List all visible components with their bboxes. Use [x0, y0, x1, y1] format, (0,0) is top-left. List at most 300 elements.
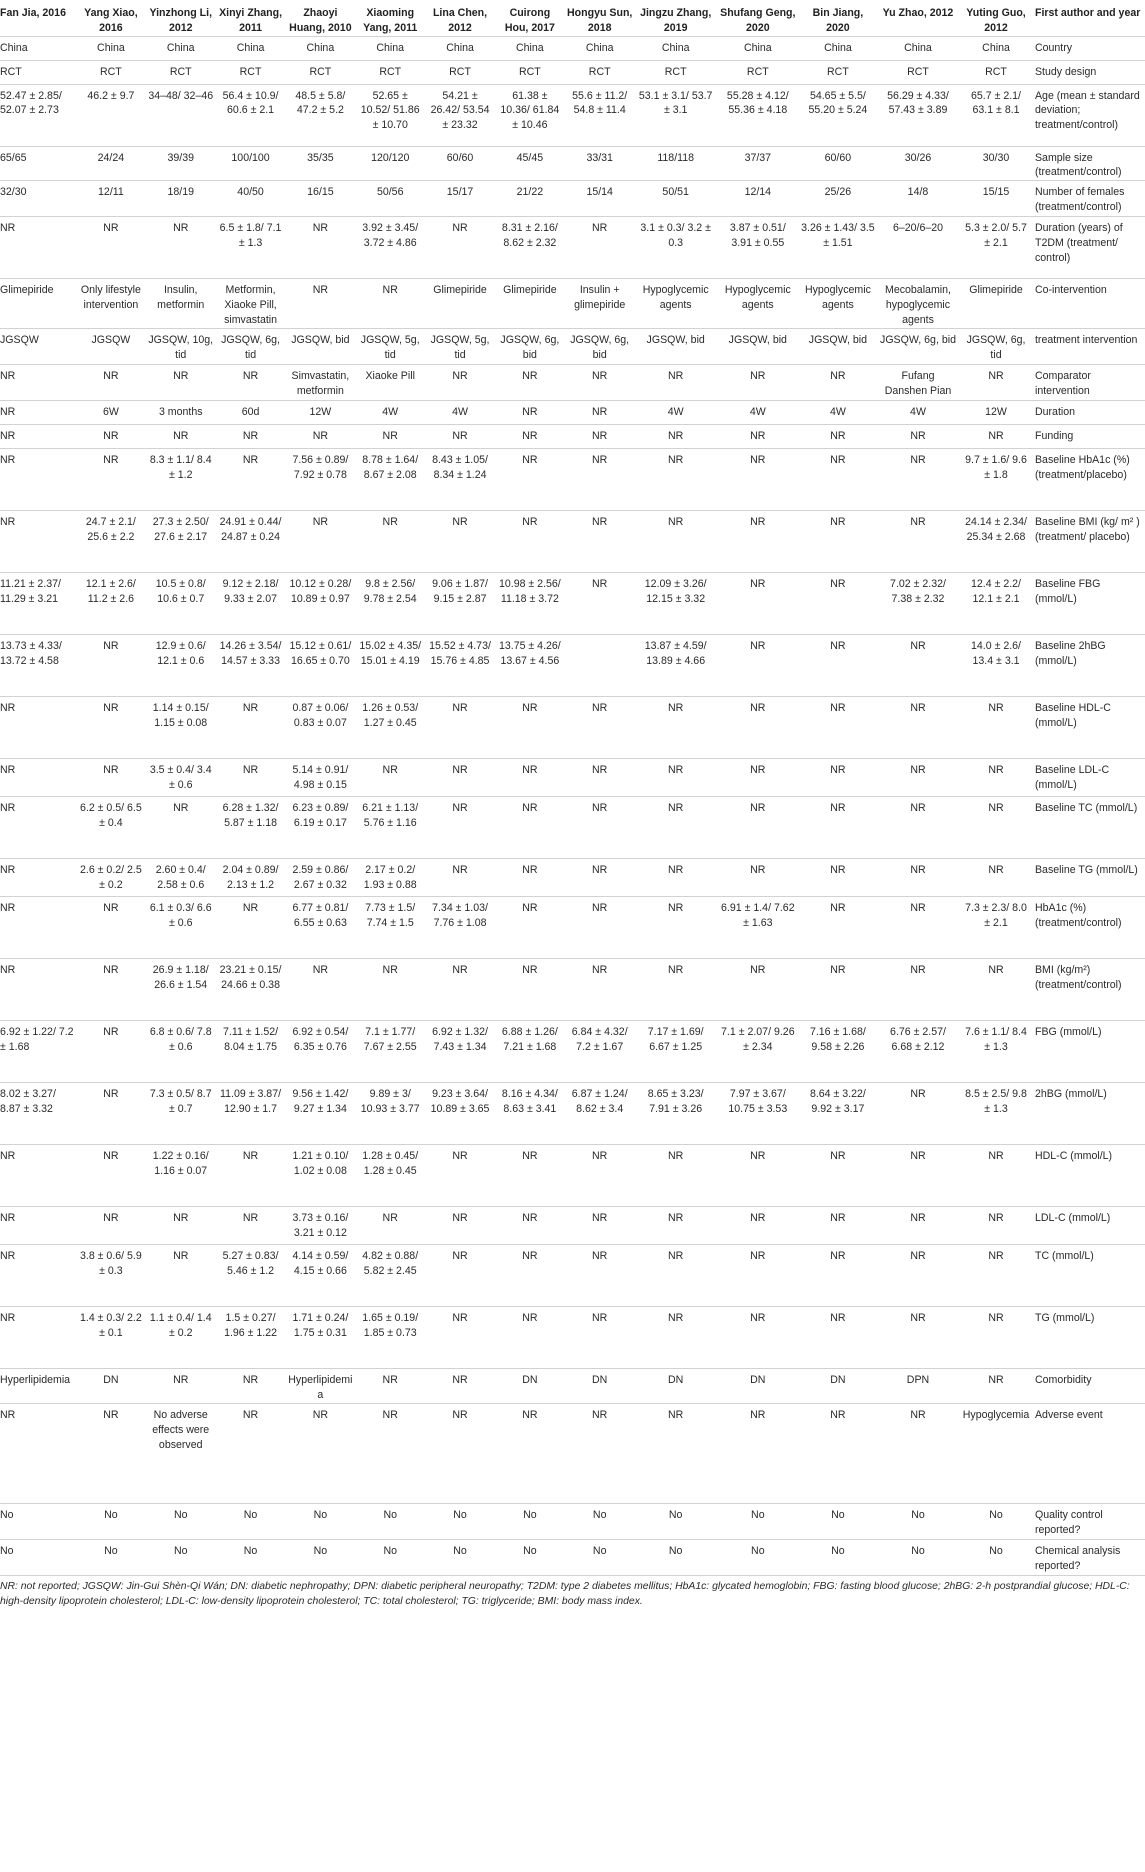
table-cell: NR [910, 702, 926, 715]
row-label: Study design [1034, 65, 1097, 78]
table-cell: Glimepiride [503, 284, 557, 297]
table-cell: No [592, 1544, 607, 1557]
table-cell: NR [0, 1250, 16, 1263]
table-cell: China [516, 41, 544, 54]
table-cell: No [104, 1544, 118, 1557]
table-cell: 3.5 ± 0.4/ 3.4 ± 0.6 [149, 764, 212, 792]
row-label: Number of females (treatment/control) [1034, 186, 1125, 214]
column-header-study: Yuting Guo, 2012 [966, 7, 1026, 34]
table-cell: 7.3 ± 0.5/ 8.7 ± 0.7 [149, 1088, 212, 1116]
table-cell: DN [668, 1374, 684, 1387]
table-cell: Glimepiride [433, 284, 487, 297]
table-cell: NR [452, 1374, 468, 1387]
table-cell: JGSQW, 6g, bid [570, 334, 630, 362]
table-cell: 7.73 ± 1.5/ 7.74 ± 1.5 [365, 902, 416, 930]
table-cell: NR [750, 864, 766, 877]
table-cell: NR [173, 370, 189, 383]
table-cell: NR [522, 902, 538, 915]
table-cell: NR [750, 1250, 766, 1263]
table-cell: NR [0, 864, 16, 877]
table-cell: NR [750, 802, 766, 815]
table-cell: NR [988, 1312, 1004, 1325]
table-cell: 9.7 ± 1.6/ 9.6 ± 1.8 [965, 454, 1027, 482]
table-cell: NR [382, 284, 398, 297]
table-cell: China [166, 41, 195, 54]
table-cell: 2.59 ± 0.86/ 2.67 ± 0.32 [292, 864, 349, 892]
table-cell: NR [242, 370, 259, 383]
column-header-study: Xinyi Zhang, 2011 [219, 7, 283, 34]
table-cell: NR [312, 1408, 329, 1421]
table-cell: NR [592, 902, 608, 915]
table-cell: 12.4 ± 2.2/ 12.1 ± 2.1 [971, 578, 1022, 606]
table-cell: JGSQW, bid [728, 334, 787, 347]
table-cell: No [751, 1544, 765, 1557]
table-cell: JGSQW, bid [291, 334, 350, 347]
table-cell: NR [452, 516, 468, 529]
table-cell: RCT [518, 65, 541, 78]
table-cell: Hypoglycemia [962, 1408, 1030, 1421]
table-cell: 60/60 [446, 151, 474, 164]
table-cell: 1.14 ± 0.15/ 1.15 ± 0.08 [152, 702, 209, 730]
table-cell: NR [668, 370, 684, 383]
table-cell: 56.4 ± 10.9/ 60.6 ± 2.1 [222, 89, 279, 117]
table-row [0, 181, 1145, 217]
table-row [0, 217, 1145, 279]
table-cell: NR [452, 1312, 468, 1325]
table-cell: RCT [309, 65, 332, 78]
table-cell: NR [668, 430, 684, 443]
table-cell: NR [668, 964, 684, 977]
table-cell: 24.7 ± 2.1/ 25.6 ± 2.2 [85, 516, 136, 544]
row-label: Baseline TC (mmol/L) [1034, 802, 1138, 815]
table-cell: NR [592, 1212, 608, 1225]
table-cell: 5.14 ± 0.91/ 4.98 ± 0.15 [292, 764, 349, 792]
table-cell: NR [452, 430, 468, 443]
table-cell: No [243, 1544, 258, 1557]
table-cell: 13.73 ± 4.33/ 13.72 ± 4.58 [0, 640, 62, 668]
table-cell: NR [910, 802, 926, 815]
table-cell: 8.16 ± 4.34/ 8.63 ± 3.41 [501, 1088, 558, 1116]
table-cell: No [911, 1508, 925, 1521]
table-cell: NR [910, 1150, 926, 1163]
table-cell: 4.14 ± 0.59/ 4.15 ± 0.66 [292, 1250, 349, 1278]
table-cell: 12.9 ± 0.6/ 12.1 ± 0.6 [155, 640, 206, 668]
table-cell: NR [988, 1374, 1004, 1387]
table-row [0, 1369, 1145, 1404]
table-cell: 4W [452, 406, 468, 419]
table-cell: NR [750, 454, 766, 467]
table-cell: 2.60 ± 0.4/ 2.58 ± 0.6 [155, 864, 206, 892]
column-header-study: Cuirong Hou, 2017 [504, 7, 555, 34]
table-cell: NR [103, 702, 119, 715]
row-label: Chemical analysis reported? [1034, 1544, 1121, 1572]
table-cell: RCT [827, 65, 849, 78]
table-cell: JGSQW, bid [808, 334, 868, 347]
table-cell: NR [312, 430, 329, 443]
table-cell: 6.92 ± 0.54/ 6.35 ± 0.76 [292, 1026, 349, 1054]
column-header-study: Yinzhong Li, 2012 [149, 7, 213, 34]
table-cell: NR [830, 454, 846, 467]
table-cell: 40/50 [237, 186, 264, 199]
row-label: Adverse event [1034, 1408, 1103, 1421]
table-cell: 1.65 ± 0.19/ 1.85 ± 0.73 [362, 1312, 419, 1340]
table-cell: NR [592, 406, 608, 419]
table-cell: NR [452, 702, 468, 715]
table-cell: 54.21 ± 26.42/ 53.54 ± 23.32 [430, 89, 490, 132]
table-cell: NR [382, 430, 398, 443]
table-cell: NR [592, 864, 608, 877]
table-cell: 3.26 ± 1.43/ 3.5 ± 1.51 [801, 222, 875, 250]
table-cell: 7.17 ± 1.69/ 6.67 ± 1.25 [647, 1026, 704, 1054]
table-cell: 1.28 ± 0.45/ 1.28 ± 0.45 [362, 1150, 419, 1178]
table-row [0, 697, 1145, 759]
table-row [0, 449, 1145, 511]
header-row [0, 0, 1145, 36]
row-label: HDL-C (mmol/L) [1034, 1150, 1113, 1163]
table-cell: NR [830, 964, 846, 977]
column-header-study: Shufang Geng, 2020 [720, 7, 796, 34]
table-cell: NR [830, 430, 846, 443]
table-cell: 8.78 ± 1.64/ 8.67 ± 2.08 [362, 454, 419, 482]
table-cell: 46.2 ± 9.7 [87, 89, 135, 102]
table-cell: 4W [382, 406, 399, 419]
table-cell: 33/31 [586, 151, 613, 164]
table-cell: 15.12 ± 0.61/ 16.65 ± 0.70 [289, 640, 352, 668]
table-cell: 53.1 ± 3.1/ 53.7 ± 3.1 [638, 89, 713, 117]
table-cell: NR [910, 516, 926, 529]
table-cell: 4.82 ± 0.88/ 5.82 ± 2.45 [362, 1250, 419, 1278]
table-cell: NR [592, 1408, 608, 1421]
row-label: FBG (mmol/L) [1034, 1026, 1102, 1039]
table-cell: NR [103, 764, 119, 777]
column-header-study: Yang Xiao, 2016 [84, 7, 138, 34]
table-cell: NR [592, 578, 608, 591]
table-cell: NR [0, 702, 16, 715]
table-cell: NR [0, 406, 16, 419]
table-cell: 6.77 ± 0.81/ 6.55 ± 0.63 [292, 902, 349, 930]
table-cell: NR [910, 902, 926, 915]
table-cell: No [831, 1544, 845, 1557]
table-cell: NR [750, 1408, 766, 1421]
table-cell: NR [103, 1026, 119, 1039]
table-cell: 12/11 [98, 186, 124, 199]
table-cell: 6.84 ± 4.32/ 7.2 ± 1.67 [571, 1026, 628, 1054]
table-cell: 23.21 ± 0.15/ 24.66 ± 0.38 [219, 964, 282, 992]
column-header-study: Hongyu Sun, 2018 [567, 7, 633, 34]
table-cell: 25/26 [824, 186, 852, 199]
table-cell: Hyperlipidemia [288, 1374, 353, 1402]
table-cell: NR [830, 702, 846, 715]
table-cell: 27.3 ± 2.50/ 27.6 ± 2.17 [152, 516, 209, 544]
table-cell: NR [592, 702, 608, 715]
row-label: Duration (years) of T2DM (treatment/ control) [1034, 222, 1123, 264]
table-cell: China [376, 41, 405, 54]
table-cell: 7.02 ± 2.32/ 7.38 ± 2.32 [890, 578, 946, 606]
table-cell: NR [668, 516, 684, 529]
table-cell: NR [830, 516, 846, 529]
table-cell: NR [242, 1408, 259, 1421]
table-cell: NR [0, 1150, 16, 1163]
table-cell: NR [103, 640, 119, 653]
table-cell: DPN [906, 1374, 930, 1387]
table-cell: NR [910, 454, 926, 467]
table-cell: 6.76 ± 2.57/ 6.68 ± 2.12 [890, 1026, 946, 1054]
table-cell: 7.97 ± 3.67/ 10.75 ± 3.53 [728, 1088, 788, 1116]
table-header [0, 0, 1145, 36]
table-cell: 15.02 ± 4.35/ 15.01 ± 4.19 [359, 640, 422, 668]
table-cell: NR [750, 370, 766, 383]
table-cell: 61.38 ± 10.36/ 61.84 ± 10.46 [500, 89, 560, 132]
table-cell: 6.2 ± 0.5/ 6.5 ± 0.4 [80, 802, 142, 830]
table-cell: Glimepiride [0, 284, 54, 297]
table-row [0, 1307, 1145, 1369]
table-cell: 24/24 [97, 151, 125, 164]
table-cell: 1.22 ± 0.16/ 1.16 ± 0.07 [152, 1150, 209, 1178]
table-cell: 8.43 ± 1.05/ 8.34 ± 1.24 [432, 454, 488, 482]
table-cell: 65/65 [0, 151, 27, 164]
table-cell: NR [452, 1150, 468, 1163]
table-cell: RCT [664, 65, 687, 78]
table-row [0, 859, 1145, 897]
table-cell: 60/60 [824, 151, 852, 164]
table-cell: 118/118 [657, 151, 695, 164]
table-cell: No [104, 1508, 118, 1521]
table-cell: Glimepiride [969, 284, 1023, 297]
table-cell: NR [452, 222, 468, 235]
table-cell: NR [173, 430, 189, 443]
table-row [0, 1207, 1145, 1245]
row-label: Funding [1034, 430, 1074, 443]
table-cell: No [173, 1544, 188, 1557]
table-cell: China [97, 41, 125, 54]
table-cell: NR [910, 640, 926, 653]
table-cell: NR [0, 1408, 16, 1421]
table-cell: NR [522, 1408, 538, 1421]
table-cell: NR [522, 1312, 538, 1325]
table-cell: 14.0 ± 2.6/ 13.4 ± 3.1 [971, 640, 1022, 668]
row-label: Age (mean ± standard deviation; treatment/control) [1034, 89, 1140, 132]
table-cell: 6.88 ± 1.26/ 7.21 ± 1.68 [501, 1026, 558, 1054]
table-cell: NR [668, 764, 684, 777]
row-label: Baseline HbA1c (%) (treatment/placebo) [1034, 454, 1130, 482]
table-cell: NR [382, 1212, 398, 1225]
table-cell: 1.5 ± 0.27/ 1.96 ± 1.22 [224, 1312, 278, 1340]
table-cell: No [592, 1508, 607, 1521]
table-cell: 1.21 ± 0.10/ 1.02 ± 0.08 [292, 1150, 349, 1178]
table-row [0, 1403, 1145, 1503]
table-cell: 7.11 ± 1.52/ 8.04 ± 1.75 [223, 1026, 279, 1054]
table-cell: 35/35 [307, 151, 334, 164]
table-cell: RCT [746, 65, 769, 78]
table-cell: JGSQW, bid [646, 334, 705, 347]
table-cell: NR [592, 430, 608, 443]
table-cell: NR [988, 1250, 1004, 1263]
table-cell: NR [103, 222, 119, 235]
table-cell: China [446, 41, 474, 54]
table-cell: 45/45 [516, 151, 544, 164]
table-cell: No [911, 1544, 925, 1557]
table-cell: DN [522, 1374, 538, 1387]
table-cell: NR [452, 802, 468, 815]
table-cell: NR [910, 864, 926, 877]
table-row [0, 511, 1145, 573]
table-cell: 14.26 ± 3.54/ 14.57 ± 3.33 [219, 640, 282, 668]
table-cell: NR [0, 902, 16, 915]
table-cell: RCT [985, 65, 1007, 78]
row-label: Country [1034, 41, 1073, 54]
table-cell: JGSQW, 6g, bid [880, 334, 956, 347]
table-cell: RCT [907, 65, 929, 78]
table-cell: NR [668, 1150, 684, 1163]
row-label: Baseline TG (mmol/L) [1034, 864, 1138, 877]
table-cell: NR [242, 1374, 259, 1387]
table-cell: 1.1 ± 0.4/ 1.4 ± 0.2 [149, 1312, 212, 1340]
row-label: HbA1c (%) (treatment/control) [1034, 902, 1122, 930]
table-row [0, 146, 1145, 181]
table-cell: NR [988, 430, 1004, 443]
table-cell: 9.89 ± 3/ 10.93 ± 3.77 [360, 1088, 420, 1116]
table-cell: NR [592, 516, 608, 529]
table-cell: 8.65 ± 3.23/ 7.91 ± 3.26 [647, 1088, 704, 1116]
table-cell: 34–48/ 32–46 [148, 89, 214, 102]
table-cell: NR [242, 430, 259, 443]
table-cell: 48.5 ± 5.8/ 47.2 ± 5.2 [295, 89, 346, 117]
table-cell: NR [592, 370, 608, 383]
table-cell: No [453, 1508, 467, 1521]
table-cell: DN [750, 1374, 766, 1387]
table-cell [565, 635, 635, 697]
table-cell: NR [592, 454, 608, 467]
table-cell: No [383, 1544, 397, 1557]
table-cell: NR [312, 964, 329, 977]
table-cell: NR [750, 702, 766, 715]
row-label: Baseline FBG (mmol/L) [1034, 578, 1101, 606]
table-row [0, 84, 1145, 146]
table-cell: 9.06 ± 1.87/ 9.15 ± 2.87 [432, 578, 488, 606]
table-cell: China [0, 41, 28, 54]
table-cell: Hypoglycemic agents [724, 284, 791, 312]
table-row [0, 797, 1145, 859]
column-header-study: Xiaoming Yang, 2011 [363, 7, 418, 34]
table-cell: NR [830, 764, 846, 777]
table-cell: JGSQW, 5g, tid [360, 334, 420, 362]
table-cell: 2.6 ± 0.2/ 2.5 ± 0.2 [80, 864, 142, 892]
table-cell: 8.31 ± 2.16/ 8.62 ± 2.32 [501, 222, 558, 250]
table-cell: NR [103, 902, 119, 915]
table-cell: No [668, 1544, 683, 1557]
table-cell: NR [173, 1250, 189, 1263]
table-cell: 7.56 ± 0.89/ 7.92 ± 0.78 [292, 454, 349, 482]
table-cell: No [0, 1508, 14, 1521]
table-cell: 11.21 ± 2.37/ 11.29 ± 3.21 [0, 578, 61, 606]
table-cell: 3.92 ± 3.45/ 3.72 ± 4.86 [362, 222, 419, 250]
table-cell: NR [173, 802, 189, 815]
table-cell: 24.14 ± 2.34/ 25.34 ± 2.68 [965, 516, 1027, 544]
table-cell: 7.16 ± 1.68/ 9.58 ± 2.26 [809, 1026, 866, 1054]
table-cell: NR [668, 454, 684, 467]
table-cell: 6.92 ± 1.22/ 7.2 ± 1.68 [0, 1026, 74, 1054]
table-cell: 1.71 ± 0.24/ 1.75 ± 0.31 [292, 1312, 349, 1340]
table-cell: NR [750, 516, 766, 529]
table-cell: NR [668, 1408, 684, 1421]
table-cell: Metformin, Xiaoke Pill, simvastatin [224, 284, 278, 326]
table-cell: NR [830, 1250, 846, 1263]
table-cell: No [989, 1508, 1003, 1521]
table-footnote: NR: not reported; JGSQW: Jin-Gui Shèn-Qi Wán; DN: diabetic nephropathy; DPN: diabetic peripheral neuropathy; T2DM: type 2 diabetes mellitus; HbA1c: glycated hemoglobin; FBG: fasting blood glucose; 2hBG: 2-h postprandial glucose; HDL-C: high-density lipoprotein cholesterol; LDL-C: low-density lipoprotein cholesterol; TC: total cholesterol; TG: triglyceride; BMI: body mass index. [0, 1580, 1130, 1608]
table-cell: NR [103, 454, 119, 467]
row-label: treatment intervention [1034, 334, 1138, 347]
table-cell: NR [242, 454, 259, 467]
table-cell: NR [173, 222, 189, 235]
table-cell: 21/22 [516, 186, 544, 199]
table-cell: NR [830, 1212, 846, 1225]
table-cell: No [668, 1508, 683, 1521]
table-cell: NR [103, 1408, 119, 1421]
table-row [0, 1021, 1145, 1083]
table-cell: 55.28 ± 4.12/ 55.36 ± 4.18 [726, 89, 789, 117]
table-cell: 12W [985, 406, 1007, 419]
table-cell: NR [668, 802, 684, 815]
table-cell: 3 months [158, 406, 203, 419]
table-cell: 13.75 ± 4.26/ 13.67 ± 4.56 [498, 640, 561, 668]
table-cell: NR [750, 640, 766, 653]
table-cell: NR [103, 964, 119, 977]
table-cell: NR [522, 1250, 538, 1263]
table-cell: NR [382, 516, 398, 529]
row-label: TC (mmol/L) [1034, 1250, 1094, 1263]
table-cell: NR [522, 454, 538, 467]
table-row [0, 279, 1145, 329]
column-header-study: Zhaoyi Huang, 2010 [289, 7, 352, 34]
table-cell: NR [910, 1088, 926, 1101]
table-cell: 50/51 [662, 186, 689, 199]
table-cell: JGSQW, 6g, tid [966, 334, 1026, 362]
table-row [0, 897, 1145, 959]
table-cell: NR [0, 370, 16, 383]
table-cell: 4W [749, 406, 766, 419]
table-cell: 0.87 ± 0.06/ 0.83 ± 0.07 [292, 702, 349, 730]
table-cell: JGSQW [0, 334, 39, 347]
table-cell: 15.52 ± 4.73/ 15.76 ± 4.85 [429, 640, 491, 668]
table-cell: JGSQW, 6g, tid [221, 334, 280, 362]
table-cell: NR [0, 964, 16, 977]
table-cell: 52.65 ± 10.52/ 51.86 ± 10.70 [360, 89, 420, 132]
table-cell: 15/15 [982, 186, 1010, 199]
table-cell: No [453, 1544, 467, 1557]
table-cell: 9.12 ± 2.18/ 9.33 ± 2.07 [222, 578, 279, 606]
table-cell: NR [242, 902, 259, 915]
table-cell: 7.34 ± 1.03/ 7.76 ± 1.08 [432, 902, 488, 930]
table-cell: 14/8 [907, 186, 929, 199]
table-cell: China [236, 41, 265, 54]
table-cell: 6.23 ± 0.89/ 6.19 ± 0.17 [292, 802, 349, 830]
table-cell: 7.3 ± 2.3/ 8.0 ± 2.1 [965, 902, 1027, 930]
column-header-study: Fan Jia, 2016 [0, 7, 66, 19]
table-cell: No [173, 1508, 188, 1521]
table-cell: NR [522, 1212, 538, 1225]
table-cell: 3.87 ± 0.51/ 3.91 ± 0.55 [729, 222, 786, 250]
table-cell: Only lifestyle intervention [80, 284, 141, 312]
table-cell: NR [173, 1212, 189, 1225]
row-label: BMI (kg/m²) (treatment/control) [1034, 964, 1122, 992]
table-cell: NR [103, 1150, 119, 1163]
table-cell: Hypoglycemic agents [642, 284, 709, 312]
table-cell: Insulin, metformin [157, 284, 205, 312]
table-row [0, 573, 1145, 635]
table-cell: China [661, 41, 690, 54]
table-cell: NR [592, 1312, 608, 1325]
table-row [0, 1245, 1145, 1307]
